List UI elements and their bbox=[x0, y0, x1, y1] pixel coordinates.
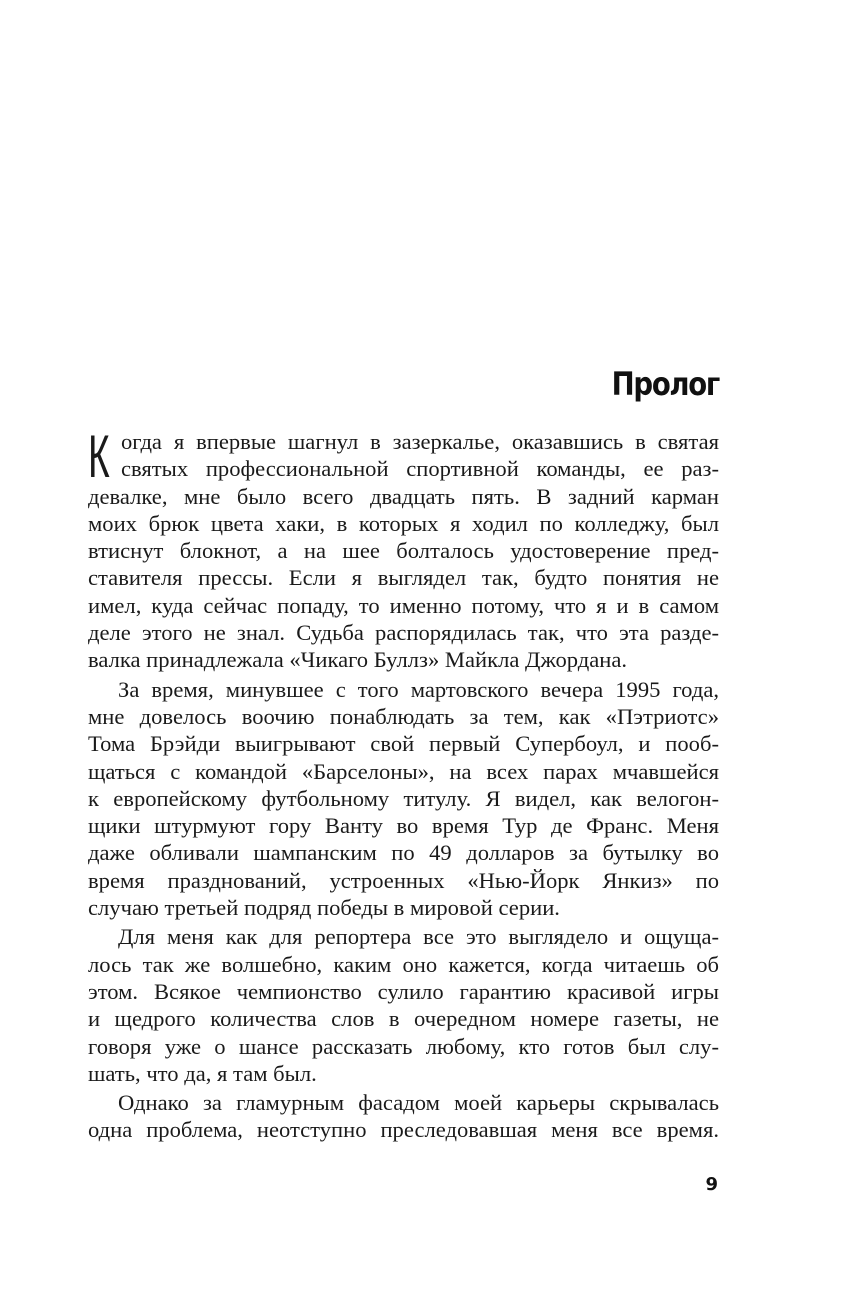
text-line: девалке, мне было всего двадцать пять. В задний карман bbox=[88, 483, 719, 509]
text-line: этом. Всякое чемпионство сулило гарантию красивой игры bbox=[88, 978, 719, 1004]
text-line: втиснут блокнот, а на шее болталось удостоверение пред- bbox=[88, 538, 719, 564]
paragraph-1 bbox=[88, 423, 719, 674]
text-line: случаю третьей подряд победы в мировой серии. bbox=[88, 895, 560, 921]
text-line: мне довелось воочию понаблюдать за тем, как «Пэтриотс» bbox=[88, 703, 719, 729]
text-line: лось так же волшебно, каким оно кажется, когда читаешь об bbox=[88, 951, 719, 977]
text-line: говоря уже о шансе рассказать любому, кто готов был слу- bbox=[88, 1033, 719, 1059]
text-line: Тома Брэйди выигрывают свой первый Супербоул, и пооб- bbox=[88, 731, 719, 757]
paragraph-2 bbox=[88, 676, 719, 922]
text-line: моих брюк цвета хаки, в которых я ходил по колледжу, был bbox=[88, 510, 719, 536]
text-line: Для меня как для репортера все это выглядело и ощуща- bbox=[118, 924, 719, 950]
text-line: щики штурмуют гору Ванту во время Тур де Франс. Меня bbox=[88, 813, 719, 839]
text-line: За время, минувшее с того мартовского вечера 1995 года, bbox=[118, 676, 719, 702]
text-line: время празднований, устроенных «Нью-Йорк Янкиз» по bbox=[88, 867, 719, 893]
body-text bbox=[88, 423, 719, 1144]
text-line: святых профессиональной спортивной команды, ее раз- bbox=[121, 456, 719, 482]
chapter-title: Пролог bbox=[611, 365, 719, 403]
text-line: деле этого не знал. Судьба распорядилась так, что эта разде- bbox=[88, 620, 719, 646]
paragraph-3 bbox=[88, 923, 719, 1087]
text-line: огда я впервые шагнул в зазеркалье, оказавшись в святая bbox=[121, 429, 719, 454]
text-line: валка принадлежала «Чикаго Буллз» Майкла Джордана. bbox=[88, 647, 628, 673]
drop-cap: К bbox=[88, 423, 110, 490]
text-line: имел, куда сейчас попаду, то именно потому, что я и в самом bbox=[88, 592, 719, 618]
text-line: шать, что да, я там был. bbox=[88, 1060, 317, 1086]
text-line: даже обливали шампанским по 49 долларов за бутылку во bbox=[88, 840, 719, 866]
text-line: к европейскому футбольному титулу. Я видел, как велогон- bbox=[88, 785, 719, 811]
text-line: ставителя прессы. Если я выглядел так, будто понятия не bbox=[88, 565, 719, 591]
page-number: 9 bbox=[705, 1174, 718, 1195]
paragraph-4 bbox=[88, 1089, 719, 1144]
text-line: щаться с командой «Барселоны», на всех парах мчавшейся bbox=[88, 758, 719, 784]
text-line: и щедрого количества слов в очередном номере газеты, не bbox=[88, 1006, 719, 1032]
text-line: Однако за гламурным фасадом моей карьеры скрывалась bbox=[118, 1090, 719, 1116]
text-line: одна проблема, неотступно преследовавшая меня все время. bbox=[88, 1117, 719, 1143]
